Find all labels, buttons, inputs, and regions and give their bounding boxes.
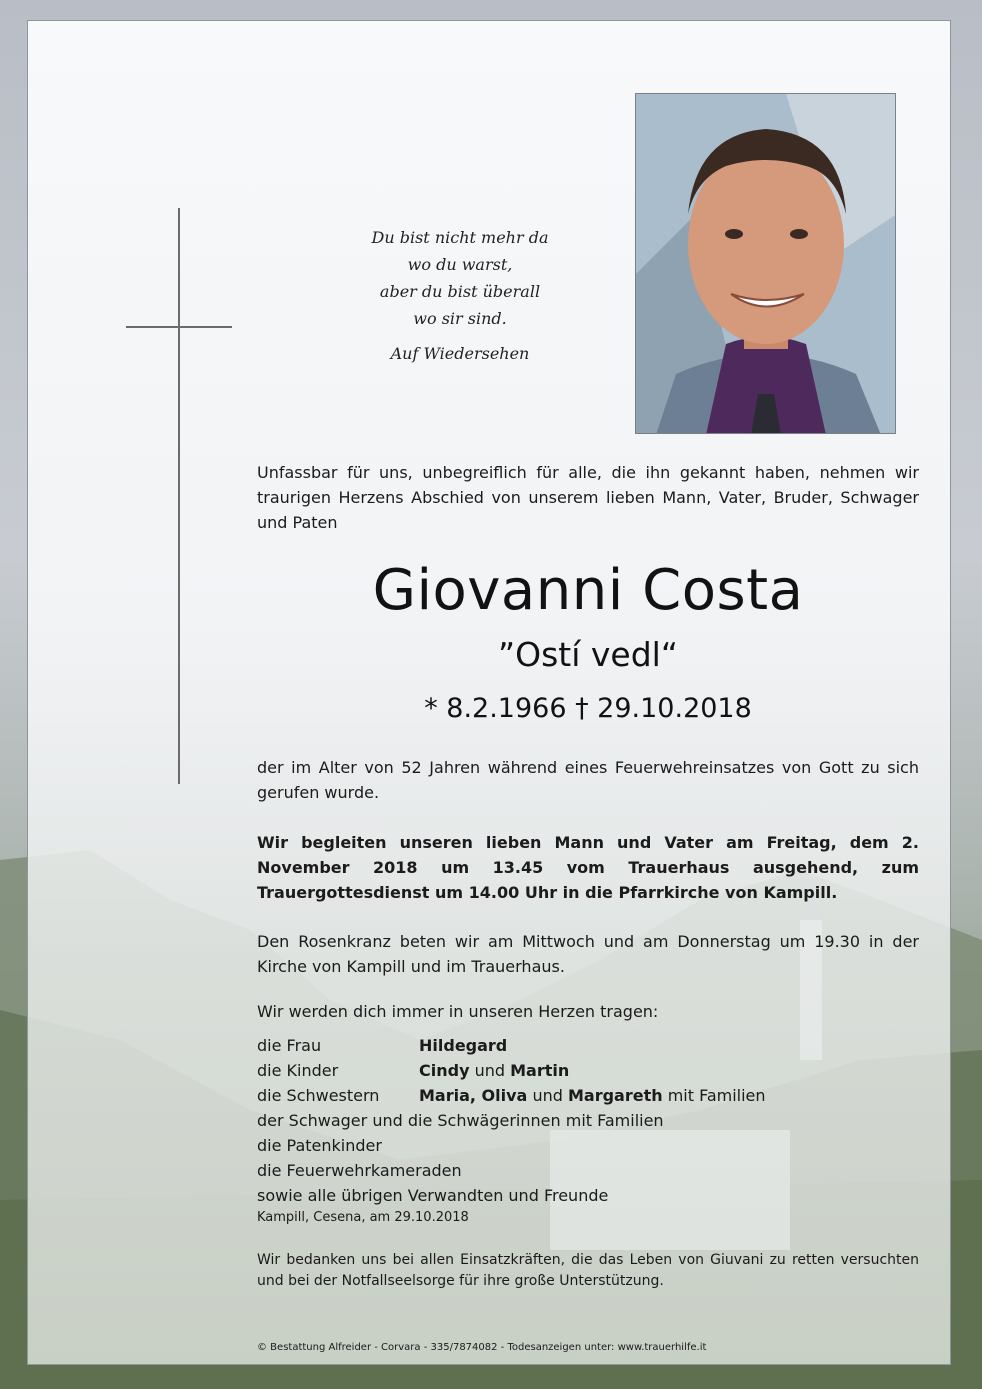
mourner-line: der Schwager und die Schwägerinnen mit Familien bbox=[257, 1111, 664, 1130]
poem-line: wo sir sind. bbox=[413, 309, 507, 328]
nickname: ”Ostí vedl“ bbox=[498, 635, 678, 674]
mourner-name: Hildegard bbox=[419, 1036, 508, 1055]
funeral-text: Wir begleiten unseren lieben Mann und Vater am Freitag, dem 2. November 2018 um 13.45 vom Trauerhaus ausgehend, zum Trauergottesdienst um 14.00 Uhr in die Pfarrkirche von Kampill. bbox=[257, 833, 919, 902]
footer-credit: © Bestattung Alfreider - Corvara - 335/7874082 - Todesanzeigen unter: www.trauerhilfe.it bbox=[257, 1342, 707, 1353]
cross-beam bbox=[126, 326, 232, 328]
mourner-name: Margareth bbox=[567, 1086, 663, 1105]
mourner-name: Cindy bbox=[419, 1061, 470, 1080]
memorial-poem bbox=[350, 224, 570, 367]
mourners-block bbox=[257, 999, 919, 1225]
rosary-text: Den Rosenkranz beten wir am Mittwoch und am Donnerstag um 19.30 in der Kirche von Kampill und im Trauerhaus. bbox=[257, 932, 919, 976]
mourner-name: Maria, Oliva bbox=[419, 1086, 528, 1105]
mourner-name: Martin bbox=[510, 1061, 570, 1080]
farewell-line: Auf Wiedersehen bbox=[390, 344, 530, 363]
conjunction: und bbox=[532, 1086, 563, 1105]
poem-line: Du bist nicht mehr da bbox=[371, 228, 549, 247]
intro-text: Unfassbar für uns, unbegreiflich für alle, die ihn gekannt haben, nehmen wir traurigen Herzens Abschied von unserem lieben Mann, Vater, Bruder, Schwager und Paten bbox=[257, 463, 919, 532]
place-date: Kampill, Cesena, am 29.10.2018 bbox=[257, 1210, 469, 1225]
mourner-row bbox=[257, 1058, 919, 1083]
mourner-suffix: mit Familien bbox=[667, 1086, 766, 1105]
deceased-name: Giovanni Costa bbox=[372, 558, 804, 623]
life-dates: * 8.2.1966 † 29.10.2018 bbox=[424, 693, 752, 724]
hearts-heading: Wir werden dich immer in unseren Herzen tragen: bbox=[257, 1002, 659, 1021]
relation-label: die Frau bbox=[257, 1036, 322, 1055]
mourner-line: die Feuerwehrkameraden bbox=[257, 1161, 462, 1180]
cross-icon bbox=[178, 208, 180, 784]
conjunction: und bbox=[474, 1061, 506, 1080]
portrait-illustration bbox=[636, 94, 896, 434]
mourner-line: die Patenkinder bbox=[257, 1136, 382, 1155]
age-text: der im Alter von 52 Jahren während eines Feuerwehreinsatzes von Gott zu sich gerufen wurde. bbox=[257, 758, 919, 802]
portrait-photo bbox=[635, 93, 896, 434]
mourner-row bbox=[257, 1033, 919, 1058]
thanks-text: Wir bedanken uns bei allen Einsatzkräften, die das Leben von Giuvani zu retten versuchten und bei der Notfallseelsorge für ihre große Unterstützung. bbox=[257, 1252, 919, 1289]
mourner-row bbox=[257, 1083, 919, 1108]
mourner-line: sowie alle übrigen Verwandten und Freunde bbox=[257, 1186, 609, 1205]
poem-line: aber du bist überall bbox=[379, 282, 541, 301]
relation-label: die Kinder bbox=[257, 1061, 339, 1080]
relation-label: die Schwestern bbox=[257, 1086, 380, 1105]
poem-line: wo du warst, bbox=[407, 255, 513, 274]
